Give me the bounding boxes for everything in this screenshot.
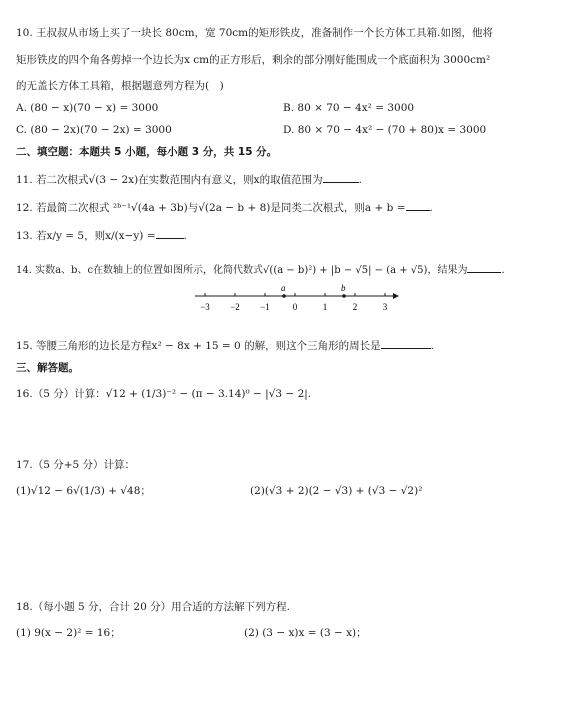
q13-text: 13. 若x/y = 5，则x/(x−y) = xyxy=(16,230,156,242)
q10-line3: 的无盖长方体工具箱，根据题意列方程为( ) xyxy=(16,80,224,92)
q17-part2: (2)(√3 + 2)(2 − √3) + (√3 − √2)² xyxy=(250,485,423,497)
number-line-tick-label: 0 xyxy=(292,302,298,312)
q16: 16.（5 分）计算：√12 + (1/3)⁻² − (π − 3.14)⁰ − |√3 − 2|. xyxy=(16,388,312,400)
q15 xyxy=(16,337,434,353)
q10-line2: 矩形铁皮的四个角各剪掉一个边长为x cm的正方形后，剩余的部分刚好能围成一个底面积为 3000cm² xyxy=(16,54,491,66)
q14-answer-blank xyxy=(467,261,501,273)
number-line xyxy=(190,282,400,316)
q14 xyxy=(16,261,505,278)
number-line-tick-label: 1 xyxy=(322,302,328,312)
q17-title: 17.（5 分+5 分）计算： xyxy=(16,459,136,471)
q10-option-c: C. (80 − 2x)(70 − 2x) = 3000 xyxy=(16,124,172,136)
q18-part2: (2) (3 − x)x = (3 − x)； xyxy=(244,627,367,639)
point-b-marker xyxy=(342,294,346,298)
point-a-marker xyxy=(282,294,286,298)
q15-text: 15. 等腰三角形的边长是方程x² − 8x + 15 = 0 的解，则这个三角形的周长是 xyxy=(16,340,381,352)
q11-end: . xyxy=(358,174,362,186)
q13-answer-blank xyxy=(156,227,184,239)
number-line-tick-label: −2 xyxy=(230,302,240,312)
q12-text: 12. 若最简二次根式 ²ᵇ⁻¹√(4a + 3b)与√(2a − b + 8)是同类二次根式，则a + b = xyxy=(16,202,406,214)
q10-line1: 10. 王叔叔从市场上买了一块长 80cm，宽 70cm的矩形铁皮，准备制作一个长方体工具箱.如图，他将 xyxy=(16,27,493,39)
q11-answer-blank xyxy=(323,171,359,183)
number-line-tick-label: 3 xyxy=(382,302,388,312)
q17-part1: (1)√12 − 6√(1/3) + √48； xyxy=(16,485,151,497)
number-line-tick-label: 2 xyxy=(352,302,358,312)
q15-end: . xyxy=(430,340,434,352)
q15-answer-blank xyxy=(381,337,431,349)
number-line-arrow xyxy=(393,293,399,299)
q10-option-a: A. (80 − x)(70 − x) = 3000 xyxy=(16,102,159,114)
q12-end: . xyxy=(429,202,433,214)
number-line-tick-label: −1 xyxy=(260,302,270,312)
q12 xyxy=(16,199,433,215)
section3-heading: 三、解答题。 xyxy=(16,362,79,374)
point-a-label: a xyxy=(281,283,286,293)
q11-text: 11. 若二次根式√(3 − 2x)在实数范围内有意义，则x的取值范围为 xyxy=(16,174,323,186)
q13-end: . xyxy=(183,230,187,242)
q11 xyxy=(16,171,362,187)
q14-end: . xyxy=(501,265,505,276)
q14-text: 14. 实数a、b、c在数轴上的位置如图所示，化简代数式√((a − b)²) + |b − √5| − (a + √5)，结果为 xyxy=(16,265,468,276)
number-line-tick-label: −3 xyxy=(200,302,210,312)
section2-heading: 二、填空题：本题共 5 小题，每小题 3 分，共 15 分。 xyxy=(16,146,278,158)
q12-answer-blank xyxy=(406,199,430,211)
q18-part1: (1) 9(x − 2)² = 16； xyxy=(16,627,121,639)
point-b-label: b xyxy=(341,283,346,293)
q10-option-b: B. 80 × 70 − 4x² = 3000 xyxy=(283,102,415,114)
q13 xyxy=(16,227,187,243)
q10-option-d: D. 80 × 70 − 4x² − (70 + 80)x = 3000 xyxy=(283,124,487,136)
q18-title: 18.（每小题 5 分，合计 20 分）用合适的方法解下列方程. xyxy=(16,601,290,613)
